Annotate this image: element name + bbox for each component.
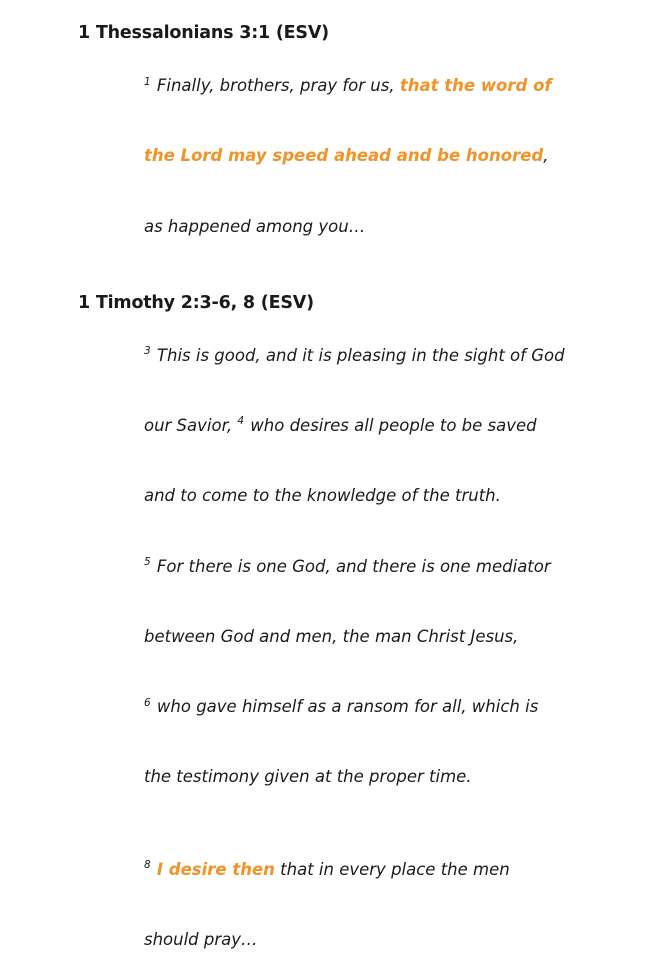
scripture-line (102, 904, 620, 974)
passage-body (102, 51, 620, 262)
scripture-text: This is good, and it is pleasing in the sight of God (151, 345, 565, 365)
scripture-line (102, 121, 620, 191)
verse-number: 5 (143, 556, 151, 569)
passage-title: 1 Thessalonians 3:1 (ESV) (78, 23, 329, 43)
scripture-line (102, 51, 620, 121)
passage-title: 1 Timothy 2:3-6, 8 (ESV) (78, 292, 314, 313)
scripture-text: who desires all people to be saved (245, 415, 537, 435)
passage-block-2 (78, 292, 620, 975)
scripture-line (102, 461, 620, 531)
scripture-text: that in every place the men (274, 859, 510, 879)
scripture-line (102, 601, 620, 671)
scripture-text: as happened among you… (143, 216, 366, 236)
passage-body (102, 320, 620, 974)
scripture-line (102, 672, 620, 742)
scripture-line (102, 191, 620, 261)
scripture-line (102, 391, 620, 461)
scripture-text: and to come to the knowledge of the truth. (143, 486, 501, 506)
scripture-text: between God and men, the man Christ Jesus, (143, 626, 519, 646)
highlighted-text: that the word of (399, 76, 552, 96)
verse-spacer (102, 812, 620, 834)
verse-number: 8 (143, 859, 151, 872)
scripture-line (102, 320, 620, 390)
passage-block-1 (78, 22, 620, 262)
verse-number: 6 (143, 696, 151, 709)
scripture-text: the testimony given at the proper time. (143, 767, 472, 787)
scripture-text: For there is one God, and there is one mediator (151, 556, 551, 576)
scripture-text: our Savior, (143, 415, 238, 435)
scripture-line (102, 531, 620, 601)
section-spacer (78, 262, 620, 292)
highlighted-text: I desire then (156, 859, 275, 879)
scripture-text: who gave himself as a ransom for all, which is (151, 697, 539, 717)
scripture-line (102, 742, 620, 812)
scripture-text: , (543, 146, 549, 166)
verse-number: 4 (237, 415, 245, 428)
scripture-text: should pray… (143, 929, 258, 949)
verse-number: 3 (143, 345, 151, 358)
scripture-line (102, 834, 620, 904)
verse-number: 1 (143, 75, 151, 88)
scripture-text: Finally, brothers, pray for us, (151, 76, 400, 96)
highlighted-text: the Lord may speed ahead and be honored (143, 146, 544, 166)
